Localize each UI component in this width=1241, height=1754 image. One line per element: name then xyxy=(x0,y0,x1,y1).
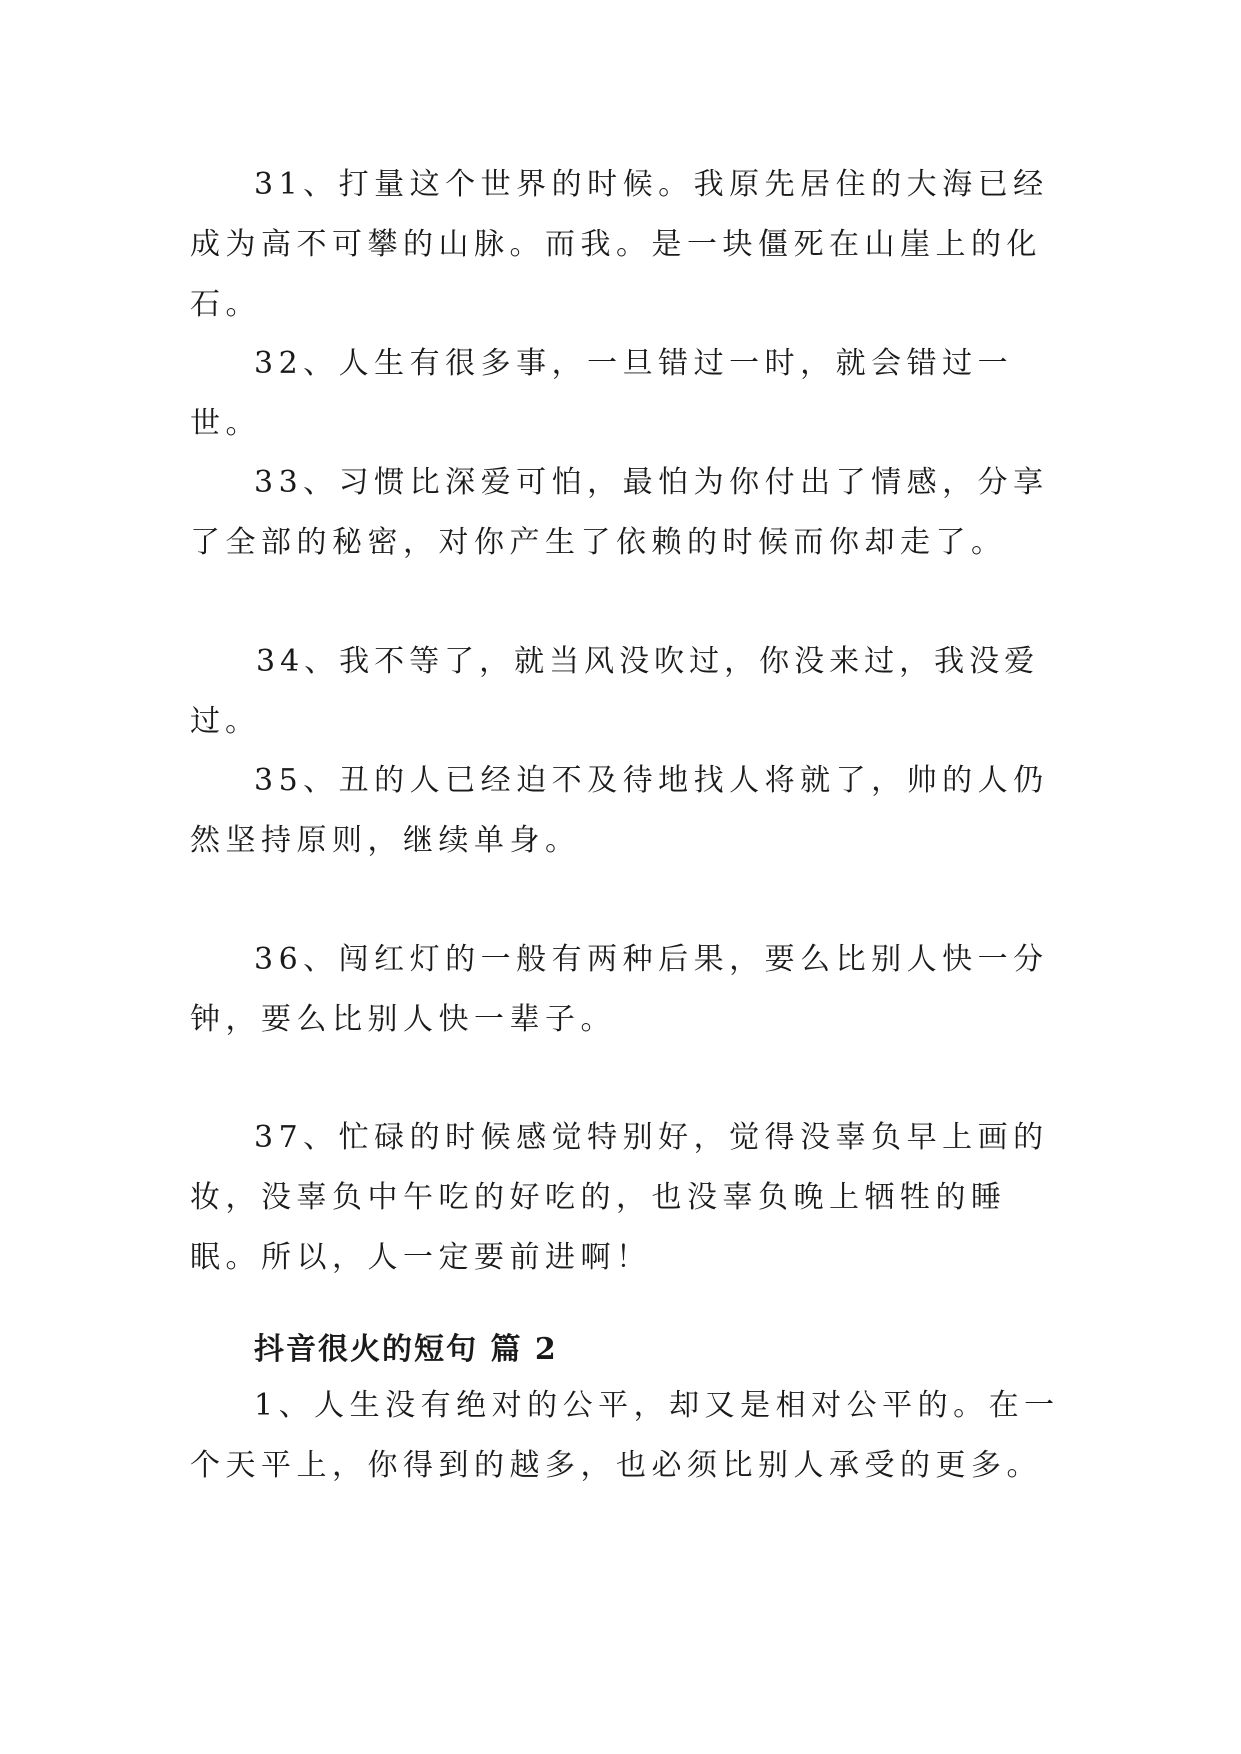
paragraph-33: 33、习惯比深爱可怕，最怕为你付出了情感，分享了全部的秘密，对你产生了依赖的时候而你却走了。 xyxy=(190,465,1049,560)
paragraph-36: 36、闯红灯的一般有两种后果，要么比别人快一分钟，要么比别人快一辈子。 xyxy=(190,942,1049,1037)
paragraph-34: 34、我不等了，就当风没吹过，你没来过，我没爱过。 xyxy=(190,644,1040,739)
paragraph-31: 31、打量这个世界的时候。我原先居住的大海已经成为高不可攀的山脉。而我。是一块僵死在山崖上的化石。 xyxy=(190,167,1049,322)
section-paragraph-1: 1、人生没有绝对的公平，却又是相对公平的。在一个天平上，你得到的越多，也必须比别人承受的更多。 xyxy=(190,1388,1060,1483)
paragraph-37: 37、忙碌的时候感觉特别好，觉得没辜负早上画的妆，没辜负中午吃的好吃的，也没辜负晚上牺牲的睡眠。所以，人一定要前进啊！ xyxy=(190,1120,1049,1275)
paragraph-35: 35、丑的人已经迫不及待地找人将就了，帅的人仍然坚持原则，继续单身。 xyxy=(190,763,1049,858)
section-heading: 抖音很火的短句 篇 2 xyxy=(254,1332,558,1367)
paragraph-32: 32、人生有很多事，一旦错过一时，就会错过一世。 xyxy=(190,346,1014,441)
